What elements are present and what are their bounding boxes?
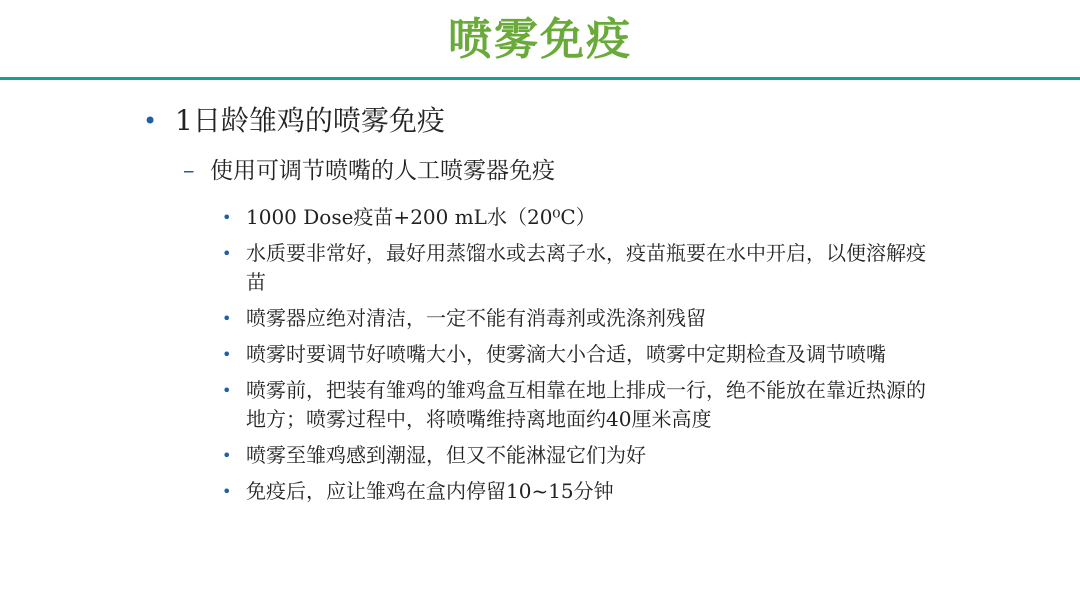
list-item xyxy=(222,203,932,232)
bullet-icon: • xyxy=(222,244,232,263)
bullet-icon: • xyxy=(143,107,158,135)
bullet-icon: • xyxy=(222,482,232,501)
list-item-text: 免疫后，应让雏鸡在盒内停留10~15分钟 xyxy=(246,479,614,503)
level1-text: 1日龄雏鸡的喷雾免疫 xyxy=(175,104,445,137)
level2-text: 使用可调节喷嘴的人工喷雾器免疫 xyxy=(210,158,555,184)
list-item xyxy=(222,441,932,470)
list-item-text: 水质要非常好，最好用蒸馏水或去离子水，疫苗瓶要在水中开启，以便溶解疫苗 xyxy=(246,241,926,294)
list-item-text: 喷雾前，把装有雏鸡的雏鸡盒互相靠在地上排成一行，绝不能放在靠近热源的地方；喷雾过程中，将喷嘴维持离地面约40厘米高度 xyxy=(246,378,926,431)
bullet-icon: • xyxy=(222,208,232,227)
list-item-text: 喷雾至雏鸡感到潮湿，但又不能淋湿它们为好 xyxy=(246,443,646,467)
level3-bullet-list xyxy=(222,203,932,513)
dash-icon: – xyxy=(183,158,195,184)
list-item xyxy=(222,304,932,333)
list-item xyxy=(222,477,932,506)
title-divider xyxy=(0,77,1080,80)
list-item xyxy=(222,376,932,434)
list-item-text: 1000 Dose疫苗+200 mL水（20⁰C） xyxy=(246,205,596,229)
bullet-icon: • xyxy=(222,345,232,364)
slide-title: 喷雾免疫 xyxy=(448,14,632,65)
bullet-icon: • xyxy=(222,309,232,328)
list-item-text: 喷雾时要调节好喷嘴大小，使雾滴大小合适，喷雾中定期检查及调节喷嘴 xyxy=(246,342,886,366)
list-item xyxy=(222,340,932,369)
list-item xyxy=(222,239,932,297)
list-item-text: 喷雾器应绝对清洁，一定不能有消毒剂或洗涤剂残留 xyxy=(246,306,706,330)
bullet-icon: • xyxy=(222,381,232,400)
bullet-icon: • xyxy=(222,446,232,465)
